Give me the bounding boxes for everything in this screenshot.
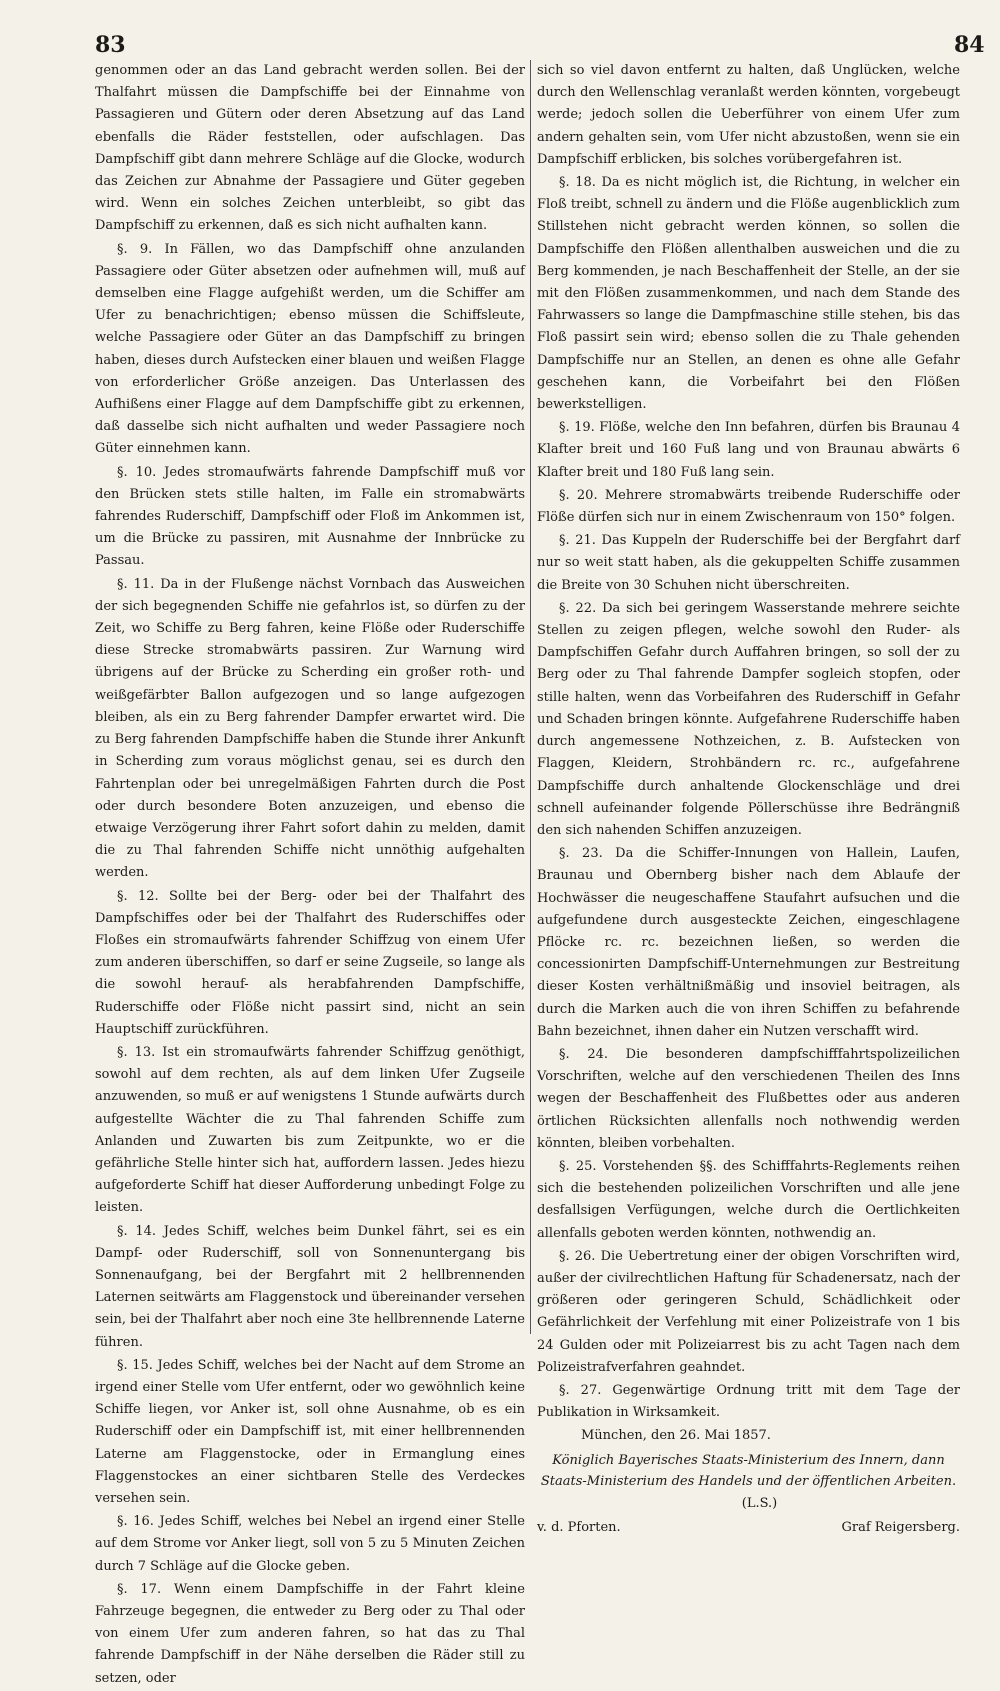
paragraph: sich so viel davon entfernt zu halten, daß Unglücken, welche durch den Wellenschlag veranlaßt werden könnten, vorgebeugt werde; jedoch sollen die Ueberführer von einem Ufer zum andern gehalten sein, vom Ufer nicht abzustoßen, wenn sie ein Dampfschiff erblicken, bis solches vorübergefahren ist. bbox=[537, 63, 960, 167]
paragraph: §. 17. Wenn einem Dampfschiffe in der Fahrt kleine Fahrzeuge begegnen, die entweder zu Berg oder zu Thal oder von einem Ufer zum anderen fahren, so hat das zu Thal fahrende Dampfschiff in der Nähe derselben die Räder still zu setzen, oder bbox=[95, 1581, 525, 1686]
paragraph: §. 15. Jedes Schiff, welches bei der Nacht auf dem Strome an irgend einer Stelle vom Ufer entfernt, oder wo gewöhnlich keine Schiffe liegen, vor Anker ist, soll ohne Ausnahme, ob es ein Ruderschiff oder ein Dampfschiff ist, mit einer hellbrennenden Laterne am Flaggenstocke, oder in Ermanglung eines Flaggenstockes an einer sichtbaren Stelle des Verdeckes versehen sein. bbox=[95, 1357, 525, 1506]
page-number-right: 84 bbox=[954, 32, 985, 58]
left-column bbox=[95, 60, 525, 1691]
paragraph: §. 27. Gegenwärtige Ordnung tritt mit dem Tage der Publikation in Wirksamkeit. bbox=[537, 1382, 960, 1421]
right-column bbox=[537, 60, 960, 1539]
paragraph: §. 25. Vorstehenden §§. des Schifffahrts-Reglements reihen sich die bestehenden polizeilichen Vorschriften und alle jene desfallsigen Verfügungen, welche durch die Oertlichkeiten allenfalls geboten werden könnten, nothwendig an. bbox=[537, 1158, 960, 1241]
paragraph: §. 14. Jedes Schiff, welches beim Dunkel fährt, sei es ein Dampf- oder Ruderschiff, soll von Sonnenuntergang bis Sonnenaufgang, bei der Bergfahrt mit 2 hellbrennenden Laternen seitwärts am Flaggenstock und übereinander versehen sein, bei der Thalfahrt aber noch eine 3te hellbrennende Laterne führen. bbox=[95, 1223, 525, 1350]
paragraph: §. 12. Sollte bei der Berg- oder bei der Thalfahrt des Dampfschiffes oder bei der Thalfahrt des Ruderschiffes oder Floßes ein stromaufwärts fahrender Schiffzug von einem Ufer zum anderen überschiffen, so darf er seine Zugseile, so lange als die sowohl herauf- als herabfahrenden Dampfschiffe, Ruderschiffe oder Flöße nicht passirt sind, nicht an sein Hauptschiff zurückführen. bbox=[95, 888, 525, 1037]
paragraph: §. 11. Da in der Flußenge nächst Vornbach das Ausweichen der sich begegnenden Schiffe nie gefahrlos ist, so dürfen zu der Zeit, wo Schiffe zu Berg fahren, keine Flöße oder Ruderschiffe diese Strecke stromabwärts passiren. Zur Warnung wird übrigens auf der Brücke zu Scherding ein großer roth- und weißgefärbter Ballon aufgezogen und so lange aufgezogen bleiben, als ein zu Berg fahrender Dampfer erwartet wird. Die zu Berg fahrenden Dampfschiffe haben die Stunde ihrer Ankunft in Scherding zum voraus möglichst genau, sei es durch den Fahrtenplan oder bei unregelmäßigen Fahrten durch die Post oder durch besondere Boten anzuzeigen, und ebenso die etwaige Verzögerung ihrer Fahrt sofort dahin zu melden, damit die zu Thal fahrenden Schiffe nicht unnöthig aufgehalten werden. bbox=[95, 576, 525, 881]
paragraph: §. 18. Da es nicht möglich ist, die Richtung, in welcher ein Floß treibt, schnell zu ändern und die Flöße augenblicklich zum Stillstehen nicht gebracht werden können, so sollen die Dampfschiffe den Flößen allenthalben ausweichen und die zu Berg kommenden, je nach Beschaffenheit der Stelle, an der sie mit den Flößen zusammenkommen, und nach dem Stande des Fahrwassers so lange die Dampfmaschine stille stehen, bis das Floß passirt sein wird; ebenso sollen die zu Thale gehenden Dampfschiffe nur an Stellen, an denen es ohne alle Gefahr geschehen kann, die Vorbeifahrt bei den Flößen bewerkstelligen. bbox=[537, 175, 960, 413]
paragraph: §. 16. Jedes Schiff, welches bei Nebel an irgend einer Stelle auf dem Strome vor Anker liegt, soll von 5 zu 5 Minuten Zeichen durch 7 Schläge auf die Glocke geben. bbox=[95, 1514, 525, 1574]
paragraph: §. 10. Jedes stromaufwärts fahrende Dampfschiff muß vor den Brücken stets stille halten, im Falle ein stromabwärts fahrendes Ruderschiff, Dampfschiff oder Floß im Ankommen ist, um die Brücke zu passiren, mit Ausnahme der Innbrücke zu Passau. bbox=[95, 464, 525, 569]
paragraph: §. 22. Da sich bei geringem Wasserstande mehrere seichte Stellen zu zeigen pflegen, welche sowohl den Ruder- als Dampfschiffen Gefahr durch Auffahren bringen, so soll der zu Berg oder zu Thal fahrende Dampfer sogleich stopfen, oder stille halten, wenn das Vorbeifahren des Ruderschiff in Gefahr und Schaden bringen könnte. Aufgefahrene Ruderschiffe haben durch angemessene Nothzeichen, z. B. Aufstecken von Flaggen, Kleidern, Strohbändern rc. rc., aufgefahrene Dampfschiffe durch anhaltende Glockenschläge und drei schnell aufeinander folgende Pöllerschüsse ihre Bedrängniß den sich nahenden Schiffen anzuzeigen. bbox=[537, 600, 960, 838]
decree-date: München, den 26. Mai 1857. bbox=[581, 1428, 771, 1444]
paragraph: §. 24. Die besonderen dampfschifffahrtspolizeilichen Vorschriften, welche auf den verschiedenen Theilen des Inns wegen der Beschaffenheit des Flußbettes oder aus anderen örtlichen Rücksichten allenfalls noch nothwendig werden könnten, bleiben vorbehalten. bbox=[537, 1046, 960, 1151]
right-column-paragraphs bbox=[537, 60, 960, 1424]
paragraph: §. 20. Mehrere stromabwärts treibende Ruderschiffe oder Flöße dürfen sich nur in einem Zwischenraum von 150° folgen. bbox=[537, 487, 960, 526]
signature-right: Graf Reigersberg. bbox=[841, 1519, 960, 1535]
paragraph: genommen oder an das Land gebracht werden sollen. Bei der Thalfahrt müssen die Dampfschiffe bei der Einnahme von Passagieren und Gütern oder deren Absetzung auf das Land ebenfalls die Räder feststellen, oder aufschlagen. Das Dampfschiff gibt dann mehrere Schläge auf die Glocke, wodurch das Zeichen zur Abnahme der Passagiere und Güter gegeben wird. Wenn ein solches Zeichen unterbleibt, so gibt das Dampfschiff zu erkennen, daß es sich nicht aufhalten kann. bbox=[95, 63, 525, 234]
paragraph: §. 23. Da die Schiffer-Innungen von Hallein, Laufen, Braunau und Obernberg bisher nach dem Ablaufe der Hochwässer die neugeschaffene Staufahrt aufsuchen und die aufgefundene durch ausgesteckte Zeichen, eingeschlagene Pflöcke rc. rc. bezeichnen ließen, so werden die concessionirten Dampfschiff-Unternehmungen zur Bestreitung dieser Kosten verhältnißmäßig und insoviel beitragen, als durch die Marken auch die von ihren Schiffen zu befahrende Bahn bezeichnet, ihnen daher ein Nutzen verschafft wird. bbox=[537, 846, 960, 1039]
paragraph: §. 9. In Fällen, wo das Dampfschiff ohne anzulanden Passagiere oder Güter absetzen oder aufnehmen will, muß auf demselben eine Flagge aufgehißt werden, um die Schiffer am Ufer zu benachrichtigen; ebenso müssen die Schiffsleute, welche Passagiere oder Güter an das Dampfschiff zu bringen haben, dieses durch Aufstecken einer blauen und weißen Flagge von erforderlicher Größe anzeigen. Das Unterlassen des Aufhißens einer Flagge auf dem Dampfschiffe gibt zu erkennen, daß dasselbe sich nicht aufhalten und weder Passagiere noch Güter einnehmen kann. bbox=[95, 241, 525, 457]
paragraph: §. 21. Das Kuppeln der Ruderschiffe bei der Bergfahrt darf nur so weit statt haben, als die gekuppelten Schiffe zusammen die Breite von 30 Schuhen nicht überschreiten. bbox=[537, 533, 960, 593]
paragraph: §. 19. Flöße, welche den Inn befahren, dürfen bis Braunau 4 Klafter breit und 160 Fuß lang und von Braunau abwärts 6 Klafter breit und 180 Fuß lang sein. bbox=[537, 420, 960, 480]
ministry-signature-block: Königlich Bayerisches Staats-Ministerium des Innern, dann Staats-Ministerium des Handels und der öffentlichen Arbeiten. bbox=[540, 1452, 957, 1489]
signature-left: v. d. Pforten. bbox=[537, 1519, 621, 1535]
paragraph: §. 26. Die Uebertretung einer der obigen Vorschriften wird, außer der civilrechtlichen Haftung für Schadenersatz, nach der größeren oder geringeren Schuld, Schädlichkeit oder Gefährlichkeit der Verfehlung mit einer Polizeistrafe von 1 bis 24 Gulden oder mit Polizeiarrest bis zu acht Tagen nach dem Polizeistrafverfahren geahndet. bbox=[537, 1248, 960, 1375]
column-divider bbox=[530, 60, 531, 1334]
seal-mark: (L.S.) bbox=[741, 1495, 778, 1511]
signatures bbox=[537, 1517, 960, 1539]
paragraph: §. 13. Ist ein stromaufwärts fahrender Schiffzug genöthigt, sowohl auf dem rechten, als auf dem linken Ufer Zugseile anzuwenden, so muß er auf wenigstens 1 Stunde aufwärts durch aufgestellte Wächter die zu Thal fahrenden Schiffe zum Anlanden und Zuwarten bis zum Zeitpunkte, wo er die gefährliche Stelle hinter sich hat, auffordern lassen. Jedes hiezu aufgeforderte Schiff hat dieser Aufforderung unbedingt Folge zu leisten. bbox=[95, 1044, 525, 1216]
page-number-left: 83 bbox=[95, 32, 126, 58]
